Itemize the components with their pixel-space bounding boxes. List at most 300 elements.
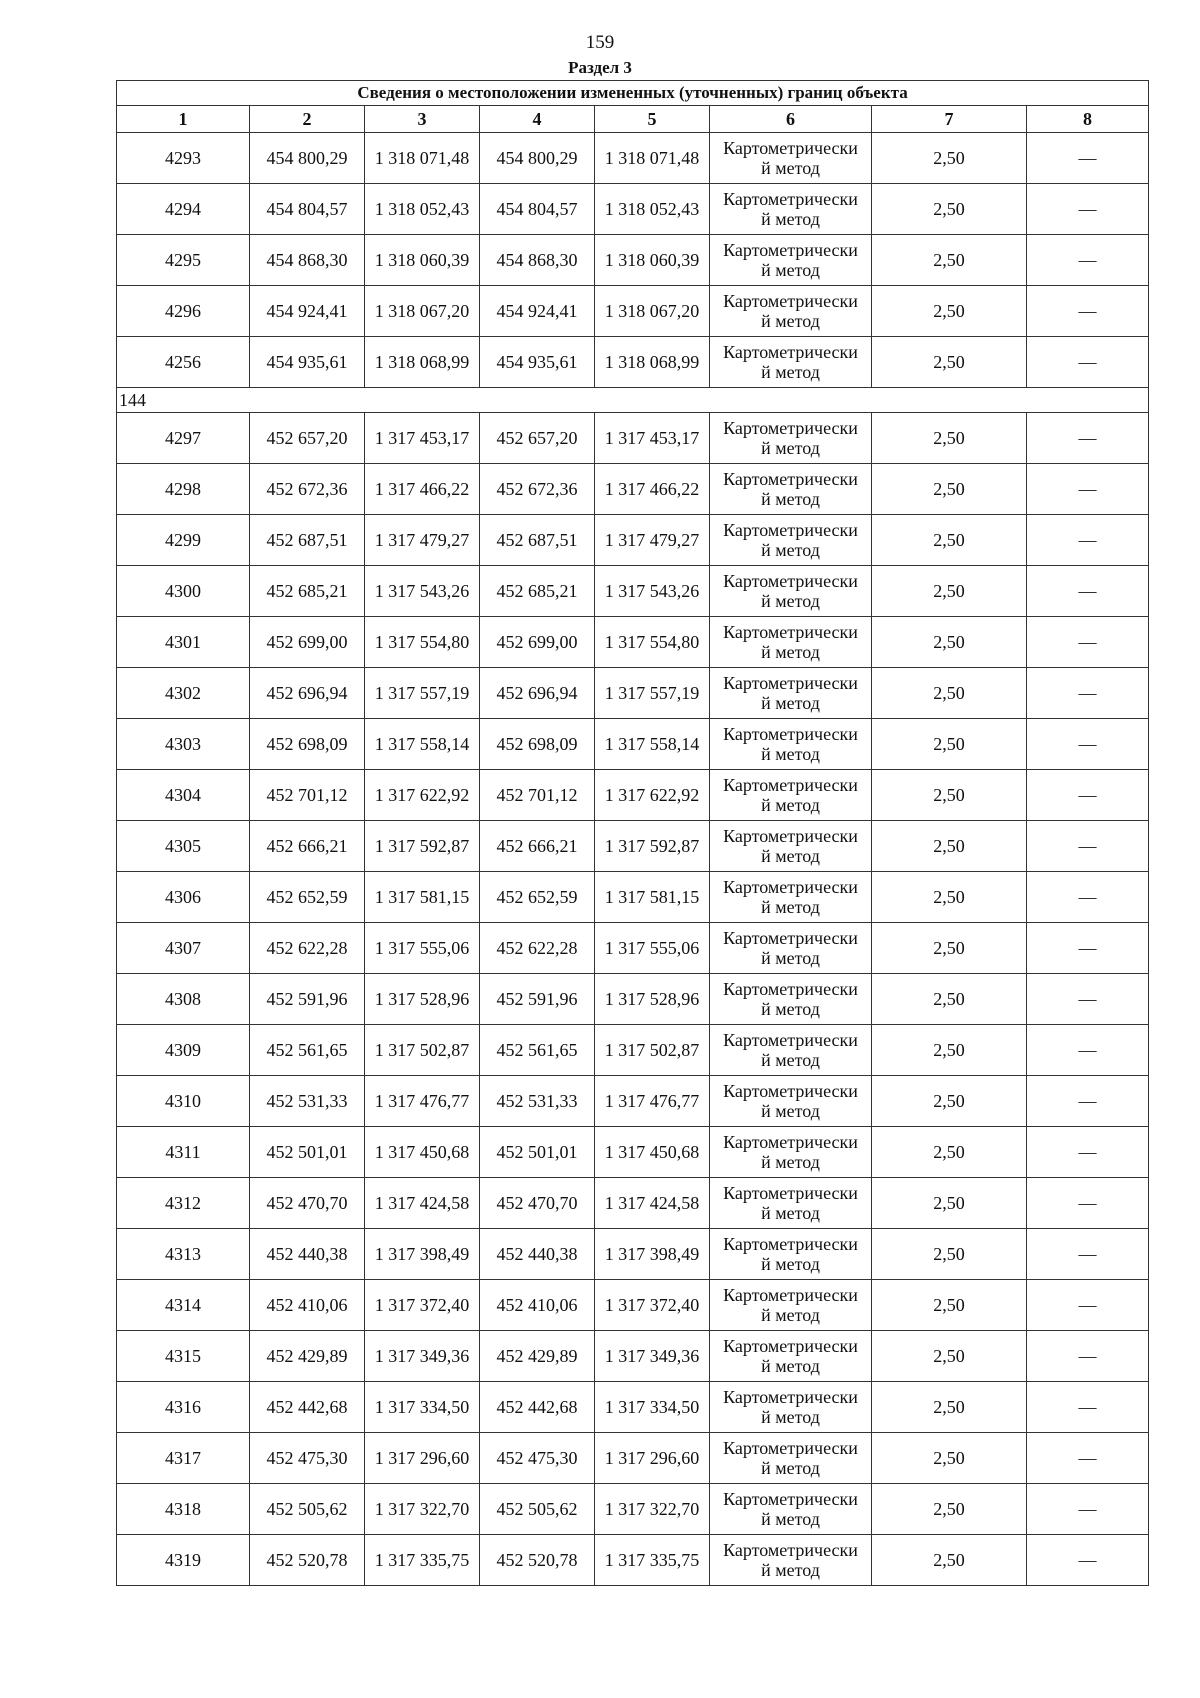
x-coord-cell: 452 561,65 — [480, 1025, 595, 1076]
point-number-cell: 4297 — [117, 413, 250, 464]
x-coord-cell: 452 666,21 — [250, 821, 365, 872]
method-line: Картометрически — [723, 1081, 858, 1101]
x-coord-cell: 454 804,57 — [480, 184, 595, 235]
y-coord-cell: 1 317 453,17 — [595, 413, 710, 464]
x-coord-cell: 452 696,94 — [250, 668, 365, 719]
empty-cell: — — [1027, 872, 1149, 923]
y-coord-cell: 1 317 322,70 — [365, 1484, 480, 1535]
table-row — [117, 1535, 1149, 1586]
x-coord-cell: 452 531,33 — [250, 1076, 365, 1127]
method-line: Картометрически — [723, 520, 858, 540]
accuracy-cell: 2,50 — [872, 1331, 1027, 1382]
y-coord-cell: 1 317 528,96 — [365, 974, 480, 1025]
method-cell — [710, 719, 872, 770]
point-number-cell: 4319 — [117, 1535, 250, 1586]
point-number-cell: 4309 — [117, 1025, 250, 1076]
accuracy-cell: 2,50 — [872, 1535, 1027, 1586]
empty-cell: — — [1027, 133, 1149, 184]
accuracy-cell: 2,50 — [872, 719, 1027, 770]
accuracy-cell: 2,50 — [872, 1127, 1027, 1178]
point-number-cell: 4299 — [117, 515, 250, 566]
empty-cell: — — [1027, 515, 1149, 566]
table-row — [117, 1025, 1149, 1076]
y-coord-cell: 1 317 398,49 — [595, 1229, 710, 1280]
y-coord-cell: 1 318 068,99 — [595, 337, 710, 388]
empty-cell: — — [1027, 1076, 1149, 1127]
table-row — [117, 821, 1149, 872]
empty-cell: — — [1027, 974, 1149, 1025]
method-line: й метод — [761, 1407, 820, 1427]
boundary-coordinates-table — [116, 80, 1149, 1586]
method-line: Картометрически — [723, 673, 858, 693]
table-row — [117, 1484, 1149, 1535]
y-coord-cell: 1 317 581,15 — [595, 872, 710, 923]
x-coord-cell: 454 800,29 — [480, 133, 595, 184]
table-row — [117, 770, 1149, 821]
table-row — [117, 1076, 1149, 1127]
method-line: Картометрически — [723, 291, 858, 311]
x-coord-cell: 452 410,06 — [480, 1280, 595, 1331]
method-cell — [710, 133, 872, 184]
method-cell — [710, 1484, 872, 1535]
table-row — [117, 923, 1149, 974]
x-coord-cell: 452 622,28 — [250, 923, 365, 974]
column-header: 5 — [595, 106, 710, 133]
column-number-row — [117, 106, 1149, 133]
empty-cell: — — [1027, 413, 1149, 464]
point-number-cell: 4300 — [117, 566, 250, 617]
table-row — [117, 286, 1149, 337]
empty-cell: — — [1027, 617, 1149, 668]
table-row — [117, 1331, 1149, 1382]
x-coord-cell: 452 701,12 — [250, 770, 365, 821]
y-coord-cell: 1 317 372,40 — [365, 1280, 480, 1331]
x-coord-cell: 452 440,38 — [480, 1229, 595, 1280]
accuracy-cell: 2,50 — [872, 286, 1027, 337]
method-line: Картометрически — [723, 469, 858, 489]
method-line: Картометрически — [723, 1030, 858, 1050]
y-coord-cell: 1 317 466,22 — [365, 464, 480, 515]
y-coord-cell: 1 317 476,77 — [365, 1076, 480, 1127]
y-coord-cell: 1 318 052,43 — [595, 184, 710, 235]
x-coord-cell: 452 531,33 — [480, 1076, 595, 1127]
method-line: й метод — [761, 693, 820, 713]
empty-cell: — — [1027, 821, 1149, 872]
method-cell — [710, 1382, 872, 1433]
x-coord-cell: 452 672,36 — [480, 464, 595, 515]
x-coord-cell: 452 442,68 — [480, 1382, 595, 1433]
x-coord-cell: 452 685,21 — [250, 566, 365, 617]
method-cell — [710, 617, 872, 668]
y-coord-cell: 1 317 334,50 — [365, 1382, 480, 1433]
y-coord-cell: 1 317 450,68 — [365, 1127, 480, 1178]
method-line: Картометрически — [723, 622, 858, 642]
point-number-cell: 4304 — [117, 770, 250, 821]
accuracy-cell: 2,50 — [872, 566, 1027, 617]
x-coord-cell: 452 591,96 — [480, 974, 595, 1025]
method-line: й метод — [761, 999, 820, 1019]
method-line: й метод — [761, 540, 820, 560]
method-cell — [710, 184, 872, 235]
accuracy-cell: 2,50 — [872, 1178, 1027, 1229]
y-coord-cell: 1 317 622,92 — [595, 770, 710, 821]
method-cell — [710, 1076, 872, 1127]
empty-cell: — — [1027, 719, 1149, 770]
method-line: Картометрически — [723, 571, 858, 591]
method-cell — [710, 1025, 872, 1076]
x-coord-cell: 454 935,61 — [250, 337, 365, 388]
contour-group-row — [117, 388, 1149, 413]
method-line: й метод — [761, 795, 820, 815]
method-cell — [710, 235, 872, 286]
point-number-cell: 4305 — [117, 821, 250, 872]
method-line: Картометрически — [723, 1387, 858, 1407]
x-coord-cell: 452 652,59 — [250, 872, 365, 923]
method-line: Картометрически — [723, 189, 858, 209]
table-row — [117, 464, 1149, 515]
y-coord-cell: 1 317 479,27 — [595, 515, 710, 566]
point-number-cell: 4313 — [117, 1229, 250, 1280]
column-header: 1 — [117, 106, 250, 133]
column-header: 3 — [365, 106, 480, 133]
page-number: 159 — [585, 32, 615, 53]
y-coord-cell: 1 317 479,27 — [365, 515, 480, 566]
table-caption: Сведения о местоположении измененных (уточненных) границ объекта — [117, 81, 1149, 106]
method-line: й метод — [761, 1050, 820, 1070]
y-coord-cell: 1 318 071,48 — [365, 133, 480, 184]
column-header: 8 — [1027, 106, 1149, 133]
method-line: й метод — [761, 1356, 820, 1376]
x-coord-cell: 452 440,38 — [250, 1229, 365, 1280]
empty-cell: — — [1027, 1484, 1149, 1535]
point-number-cell: 4296 — [117, 286, 250, 337]
table-row — [117, 872, 1149, 923]
x-coord-cell: 452 470,70 — [250, 1178, 365, 1229]
method-line: й метод — [761, 1509, 820, 1529]
x-coord-cell: 454 924,41 — [480, 286, 595, 337]
x-coord-cell: 452 520,78 — [250, 1535, 365, 1586]
point-number-cell: 4302 — [117, 668, 250, 719]
x-coord-cell: 452 657,20 — [480, 413, 595, 464]
table-row — [117, 413, 1149, 464]
table-row — [117, 1178, 1149, 1229]
method-line: й метод — [761, 1101, 820, 1121]
y-coord-cell: 1 317 349,36 — [365, 1331, 480, 1382]
method-line: Картометрически — [723, 1285, 858, 1305]
y-coord-cell: 1 317 543,26 — [365, 566, 480, 617]
accuracy-cell: 2,50 — [872, 872, 1027, 923]
method-cell — [710, 515, 872, 566]
empty-cell: — — [1027, 286, 1149, 337]
method-line: й метод — [761, 489, 820, 509]
y-coord-cell: 1 317 555,06 — [595, 923, 710, 974]
accuracy-cell: 2,50 — [872, 337, 1027, 388]
method-line: й метод — [761, 846, 820, 866]
method-line: Картометрически — [723, 724, 858, 744]
y-coord-cell: 1 318 067,20 — [595, 286, 710, 337]
x-coord-cell: 452 652,59 — [480, 872, 595, 923]
table-row — [117, 337, 1149, 388]
accuracy-cell: 2,50 — [872, 1433, 1027, 1484]
point-number-cell: 4308 — [117, 974, 250, 1025]
point-number-cell: 4293 — [117, 133, 250, 184]
method-cell — [710, 337, 872, 388]
point-number-cell: 4317 — [117, 1433, 250, 1484]
accuracy-cell: 2,50 — [872, 617, 1027, 668]
y-coord-cell: 1 317 424,58 — [595, 1178, 710, 1229]
x-coord-cell: 452 505,62 — [250, 1484, 365, 1535]
y-coord-cell: 1 318 052,43 — [365, 184, 480, 235]
y-coord-cell: 1 317 543,26 — [595, 566, 710, 617]
method-line: й метод — [761, 1458, 820, 1478]
empty-cell: — — [1027, 464, 1149, 515]
accuracy-cell: 2,50 — [872, 1076, 1027, 1127]
x-coord-cell: 452 696,94 — [480, 668, 595, 719]
x-coord-cell: 452 410,06 — [250, 1280, 365, 1331]
accuracy-cell: 2,50 — [872, 515, 1027, 566]
x-coord-cell: 452 429,89 — [250, 1331, 365, 1382]
accuracy-cell: 2,50 — [872, 133, 1027, 184]
empty-cell: — — [1027, 235, 1149, 286]
x-coord-cell: 452 622,28 — [480, 923, 595, 974]
y-coord-cell: 1 317 296,60 — [595, 1433, 710, 1484]
empty-cell: — — [1027, 1331, 1149, 1382]
accuracy-cell: 2,50 — [872, 1382, 1027, 1433]
y-coord-cell: 1 317 557,19 — [365, 668, 480, 719]
x-coord-cell: 452 699,00 — [250, 617, 365, 668]
empty-cell: — — [1027, 1280, 1149, 1331]
y-coord-cell: 1 317 592,87 — [595, 821, 710, 872]
y-coord-cell: 1 317 528,96 — [595, 974, 710, 1025]
empty-cell: — — [1027, 1178, 1149, 1229]
table-row — [117, 1382, 1149, 1433]
table-row — [117, 668, 1149, 719]
accuracy-cell: 2,50 — [872, 235, 1027, 286]
x-coord-cell: 454 924,41 — [250, 286, 365, 337]
accuracy-cell: 2,50 — [872, 770, 1027, 821]
y-coord-cell: 1 317 502,87 — [595, 1025, 710, 1076]
method-line: Картометрически — [723, 1132, 858, 1152]
point-number-cell: 4311 — [117, 1127, 250, 1178]
column-header: 7 — [872, 106, 1027, 133]
y-coord-cell: 1 317 554,80 — [365, 617, 480, 668]
method-line: Картометрически — [723, 1489, 858, 1509]
y-coord-cell: 1 317 476,77 — [595, 1076, 710, 1127]
point-number-cell: 4314 — [117, 1280, 250, 1331]
y-coord-cell: 1 317 450,68 — [595, 1127, 710, 1178]
point-number-cell: 4298 — [117, 464, 250, 515]
table-row — [117, 184, 1149, 235]
x-coord-cell: 452 429,89 — [480, 1331, 595, 1382]
method-cell — [710, 566, 872, 617]
y-coord-cell: 1 318 060,39 — [595, 235, 710, 286]
point-number-cell: 4306 — [117, 872, 250, 923]
x-coord-cell: 452 505,62 — [480, 1484, 595, 1535]
method-line: Картометрически — [723, 1540, 858, 1560]
x-coord-cell: 452 666,21 — [480, 821, 595, 872]
method-line: й метод — [761, 744, 820, 764]
accuracy-cell: 2,50 — [872, 1484, 1027, 1535]
method-line: й метод — [761, 311, 820, 331]
method-line: й метод — [761, 1203, 820, 1223]
method-line: Картометрически — [723, 877, 858, 897]
method-cell — [710, 1229, 872, 1280]
x-coord-cell: 452 685,21 — [480, 566, 595, 617]
table-row — [117, 235, 1149, 286]
y-coord-cell: 1 317 349,36 — [595, 1331, 710, 1382]
x-coord-cell: 454 868,30 — [250, 235, 365, 286]
table-row — [117, 1127, 1149, 1178]
x-coord-cell: 452 501,01 — [480, 1127, 595, 1178]
x-coord-cell: 452 475,30 — [480, 1433, 595, 1484]
x-coord-cell: 452 442,68 — [250, 1382, 365, 1433]
y-coord-cell: 1 317 296,60 — [365, 1433, 480, 1484]
point-number-cell: 4316 — [117, 1382, 250, 1433]
table-row — [117, 974, 1149, 1025]
y-coord-cell: 1 317 372,40 — [595, 1280, 710, 1331]
x-coord-cell: 454 800,29 — [250, 133, 365, 184]
method-cell — [710, 1433, 872, 1484]
method-line: й метод — [761, 438, 820, 458]
point-number-cell: 4310 — [117, 1076, 250, 1127]
x-coord-cell: 452 501,01 — [250, 1127, 365, 1178]
y-coord-cell: 1 317 398,49 — [365, 1229, 480, 1280]
x-coord-cell: 454 804,57 — [250, 184, 365, 235]
point-number-cell: 4256 — [117, 337, 250, 388]
column-header: 2 — [250, 106, 365, 133]
point-number-cell: 4315 — [117, 1331, 250, 1382]
x-coord-cell: 452 687,51 — [250, 515, 365, 566]
x-coord-cell: 452 672,36 — [250, 464, 365, 515]
x-coord-cell: 452 698,09 — [250, 719, 365, 770]
empty-cell: — — [1027, 184, 1149, 235]
table-row — [117, 617, 1149, 668]
y-coord-cell: 1 317 453,17 — [365, 413, 480, 464]
accuracy-cell: 2,50 — [872, 668, 1027, 719]
method-cell — [710, 770, 872, 821]
empty-cell: — — [1027, 566, 1149, 617]
x-coord-cell: 452 561,65 — [250, 1025, 365, 1076]
y-coord-cell: 1 317 592,87 — [365, 821, 480, 872]
method-line: й метод — [761, 260, 820, 280]
empty-cell: — — [1027, 1229, 1149, 1280]
x-coord-cell: 452 475,30 — [250, 1433, 365, 1484]
y-coord-cell: 1 317 466,22 — [595, 464, 710, 515]
x-coord-cell: 452 470,70 — [480, 1178, 595, 1229]
table-row — [117, 1229, 1149, 1280]
y-coord-cell: 1 317 335,75 — [595, 1535, 710, 1586]
y-coord-cell: 1 317 502,87 — [365, 1025, 480, 1076]
x-coord-cell: 452 701,12 — [480, 770, 595, 821]
method-cell — [710, 872, 872, 923]
method-line: й метод — [761, 591, 820, 611]
table-row — [117, 719, 1149, 770]
method-line: Картометрически — [723, 1234, 858, 1254]
empty-cell: — — [1027, 1127, 1149, 1178]
empty-cell: — — [1027, 1382, 1149, 1433]
y-coord-cell: 1 318 068,99 — [365, 337, 480, 388]
method-cell — [710, 1535, 872, 1586]
accuracy-cell: 2,50 — [872, 1229, 1027, 1280]
y-coord-cell: 1 318 060,39 — [365, 235, 480, 286]
method-line: й метод — [761, 642, 820, 662]
method-line: й метод — [761, 1560, 820, 1580]
empty-cell: — — [1027, 1025, 1149, 1076]
accuracy-cell: 2,50 — [872, 184, 1027, 235]
method-cell — [710, 1178, 872, 1229]
accuracy-cell: 2,50 — [872, 1025, 1027, 1076]
y-coord-cell: 1 318 071,48 — [595, 133, 710, 184]
method-line: й метод — [761, 362, 820, 382]
method-line: й метод — [761, 1152, 820, 1172]
table-row — [117, 133, 1149, 184]
method-line: Картометрически — [723, 928, 858, 948]
method-cell — [710, 821, 872, 872]
empty-cell: — — [1027, 1535, 1149, 1586]
method-cell — [710, 923, 872, 974]
y-coord-cell: 1 317 322,70 — [595, 1484, 710, 1535]
section-title: Раздел 3 — [568, 58, 632, 77]
x-coord-cell: 452 687,51 — [480, 515, 595, 566]
point-number-cell: 4318 — [117, 1484, 250, 1535]
y-coord-cell: 1 317 622,92 — [365, 770, 480, 821]
x-coord-cell: 454 935,61 — [480, 337, 595, 388]
method-cell — [710, 1331, 872, 1382]
point-number-cell: 4307 — [117, 923, 250, 974]
x-coord-cell: 452 591,96 — [250, 974, 365, 1025]
point-number-cell: 4301 — [117, 617, 250, 668]
y-coord-cell: 1 317 558,14 — [595, 719, 710, 770]
column-header: 4 — [480, 106, 595, 133]
empty-cell: — — [1027, 1433, 1149, 1484]
method-line: Картометрически — [723, 979, 858, 999]
table-body — [117, 133, 1149, 1586]
x-coord-cell: 452 698,09 — [480, 719, 595, 770]
method-cell — [710, 1280, 872, 1331]
table-row — [117, 515, 1149, 566]
method-line: й метод — [761, 1254, 820, 1274]
point-number-cell: 4294 — [117, 184, 250, 235]
method-cell — [710, 668, 872, 719]
y-coord-cell: 1 317 557,19 — [595, 668, 710, 719]
method-line: й метод — [761, 158, 820, 178]
method-cell — [710, 286, 872, 337]
x-coord-cell: 454 868,30 — [480, 235, 595, 286]
method-cell — [710, 464, 872, 515]
method-line: й метод — [761, 948, 820, 968]
method-line: Картометрически — [723, 418, 858, 438]
method-line: Картометрически — [723, 775, 858, 795]
accuracy-cell: 2,50 — [872, 464, 1027, 515]
empty-cell: — — [1027, 668, 1149, 719]
y-coord-cell: 1 317 334,50 — [595, 1382, 710, 1433]
table-row — [117, 566, 1149, 617]
method-line: Картометрически — [723, 1336, 858, 1356]
method-line: Картометрически — [723, 1183, 858, 1203]
x-coord-cell: 452 699,00 — [480, 617, 595, 668]
accuracy-cell: 2,50 — [872, 413, 1027, 464]
method-line: Картометрически — [723, 1438, 858, 1458]
x-coord-cell: 452 520,78 — [480, 1535, 595, 1586]
accuracy-cell: 2,50 — [872, 923, 1027, 974]
accuracy-cell: 2,50 — [872, 974, 1027, 1025]
method-line: й метод — [761, 897, 820, 917]
method-line: Картометрически — [723, 342, 858, 362]
accuracy-cell: 2,50 — [872, 821, 1027, 872]
method-cell — [710, 974, 872, 1025]
method-line: й метод — [761, 209, 820, 229]
accuracy-cell: 2,50 — [872, 1280, 1027, 1331]
